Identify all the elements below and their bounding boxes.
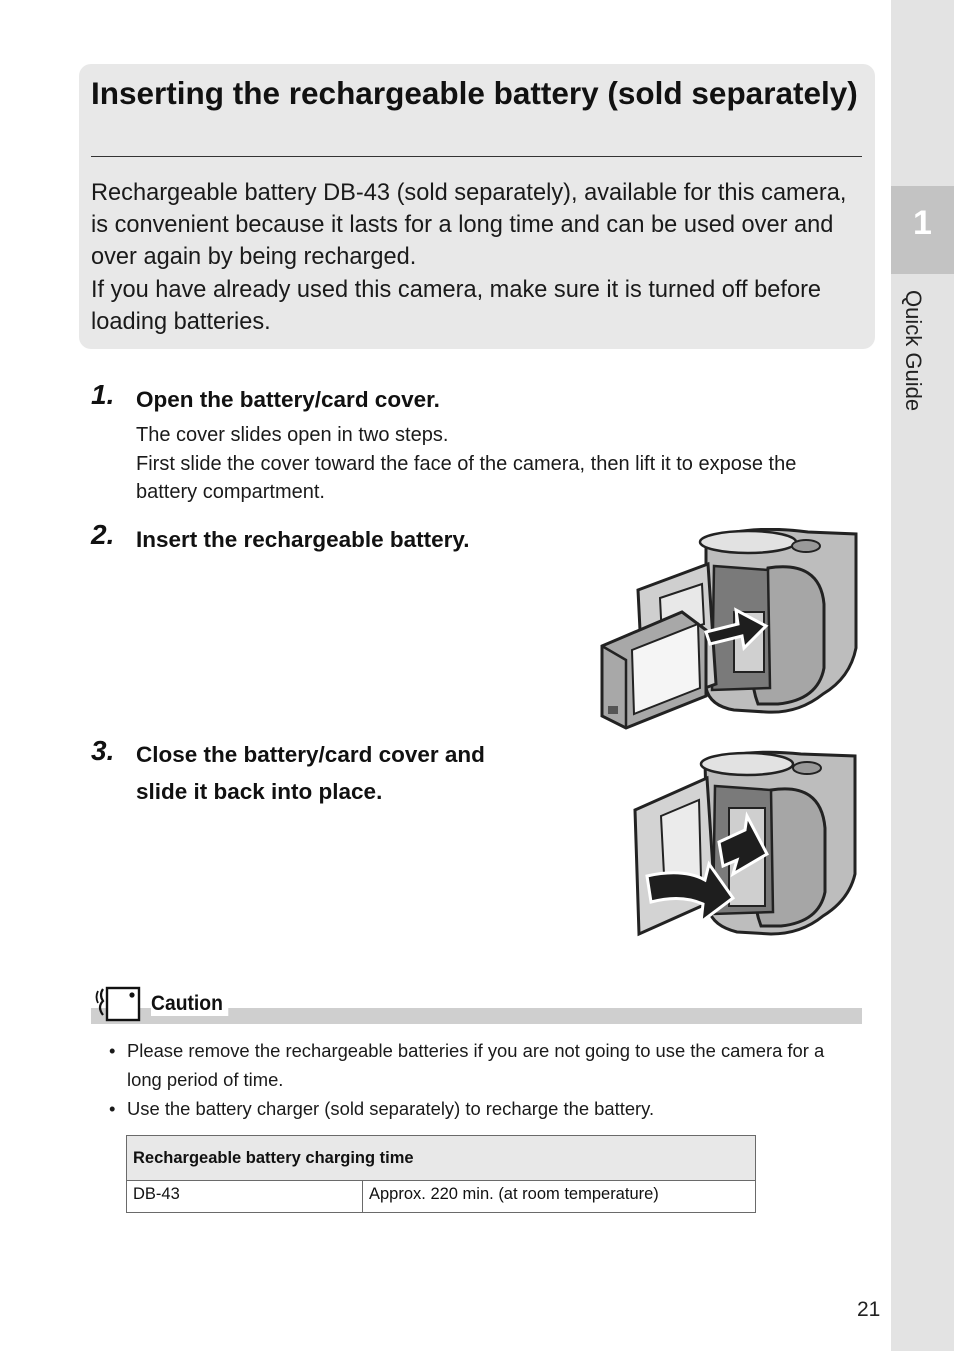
step-description <box>136 421 856 507</box>
step-desc-line: The cover slides open in two steps. <box>136 424 449 446</box>
chapter-number: 1 <box>913 204 932 242</box>
battery-model-cell: DB-43 <box>127 1181 363 1213</box>
caution-list <box>108 1037 860 1125</box>
intro-paragraph: Rechargeable battery DB-43 (sold separately), available for this camera, is convenient because it lasts for a long time and can be used over and over again by being recharged. <box>91 180 847 271</box>
intro-paragraph: If you have already used this camera, make sure it is turned off before loading batteries. <box>91 276 822 335</box>
title-divider <box>91 156 862 157</box>
step-title: slide it back into place. <box>136 779 383 804</box>
insert-battery-illustration <box>598 528 858 732</box>
list-item: • Please remove the rechargeable batteries if you are not going to use the camera for a long period of time. <box>108 1037 860 1094</box>
close-cover-illustration <box>625 750 857 940</box>
step-desc-line: First slide the cover toward the face of the camera, then lift it to expose the battery compartment. <box>136 452 797 504</box>
page-title: Inserting the rechargeable battery (sold separately) <box>91 75 858 111</box>
section-label: Quick Guide <box>901 290 926 412</box>
step-number: 2. <box>91 519 115 550</box>
intro-text <box>91 177 861 338</box>
step-number: 1. <box>91 379 115 410</box>
charge-time-cell: Approx. 220 min. (at room temperature) <box>363 1181 756 1213</box>
step-number: 3. <box>91 735 115 766</box>
caution-memo-icon <box>93 985 143 1025</box>
table-header-row <box>127 1136 756 1181</box>
caution-title: Caution <box>151 992 228 1016</box>
page-number: 21 <box>857 1298 881 1321</box>
charging-time-table <box>126 1135 756 1213</box>
list-item: • Use the battery charger (sold separately) to recharge the battery. <box>108 1095 860 1124</box>
step-title: Close the battery/card cover and <box>136 742 485 767</box>
step-title: Insert the rechargeable battery. <box>136 527 470 552</box>
table-row <box>127 1181 756 1213</box>
step-title: Open the battery/card cover. <box>136 387 440 412</box>
table-header: Rechargeable battery charging time <box>127 1136 756 1181</box>
